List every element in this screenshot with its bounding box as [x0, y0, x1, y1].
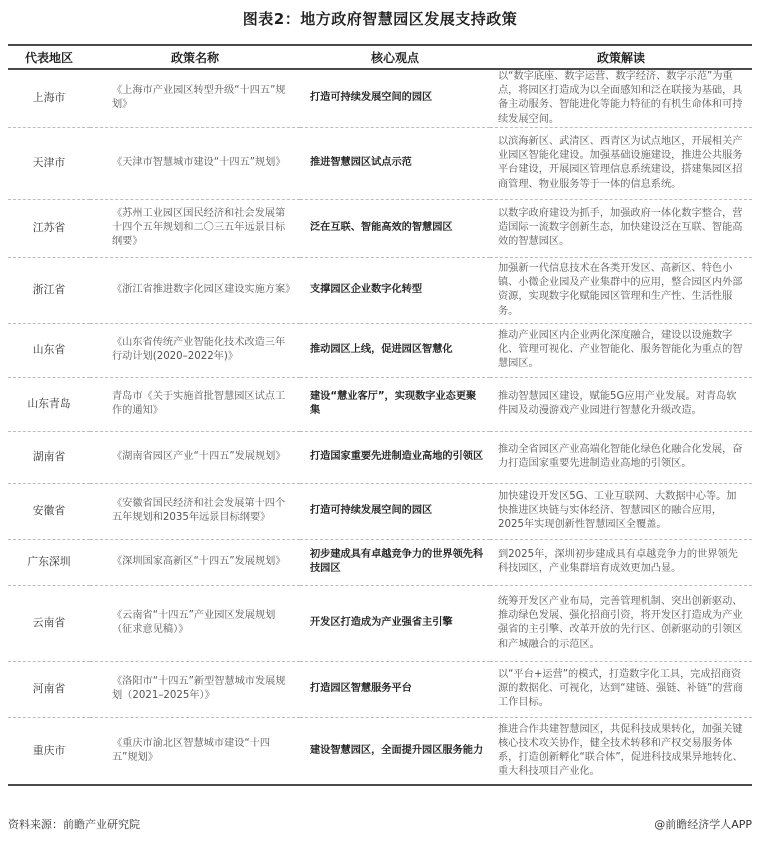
interpretation-cell: 到2025年，深圳初步建成具有卓越竞争力的世界领先科技园区，产业集群培育成效更加凸显。	[490, 539, 752, 585]
core-cell: 打造国家重要先进制造业高地的引领区	[300, 431, 490, 483]
policy-cell: 《浙江省推进数字化园区建设实施方案》	[90, 257, 300, 323]
core-cell: 打造可持续发展空间的园区	[300, 483, 490, 539]
policy-cell: 《山东省传统产业智能化技术改造三年行动计划(2020–2022年)》	[90, 323, 300, 377]
policy-cell: 《重庆市渝北区智慧城市建设“十四五”规划》	[90, 717, 300, 785]
table-row	[8, 257, 752, 323]
interpretation-cell: 以数字政府建设为抓手，加强政府一体化数字整合，营造国际一流数字创新生态，加快建设泛在互联、智能高效的智慧园区。	[490, 199, 752, 257]
table-row	[8, 661, 752, 717]
table-row	[8, 377, 752, 431]
table-row	[8, 323, 752, 377]
policy-cell: 青岛市《关于实施首批智慧园区试点工作的通知》	[90, 377, 300, 431]
policy-cell: 《湖南省园区产业“十四五”发展规划》	[90, 431, 300, 483]
source-note: 资料来源：前瞻产业研究院	[8, 818, 140, 831]
brand-note: @前瞻经济学人APP	[654, 818, 752, 831]
region-cell: 云南省	[8, 585, 90, 661]
interpretation-cell: 推动产业园区内企业两化深度融合，建设以设施数字化、管理可视化、产业智能化、服务智能化为重点的智慧园区。	[490, 323, 752, 377]
region-cell: 湖南省	[8, 431, 90, 483]
interpretation-cell: 加强新一代信息技术在各类开发区、高新区、特色小镇、小微企业园及产业集群中的应用，整合园区内外部资源，实现数字化赋能园区管理和生产性、生活性服务。	[490, 257, 752, 323]
core-cell: 初步建成具有卓越竞争力的世界领先科技园区	[300, 539, 490, 585]
table-row	[8, 483, 752, 539]
table-row	[8, 127, 752, 199]
header-region: 代表地区	[8, 45, 90, 69]
interpretation-cell: 统筹开发区产业布局，完善管理机制、突出创新驱动、推动绿色发展、强化招商引资，将开发区打造成为产业强省的主引擎、改革开放的先行区、创新驱动的引领区和产城融合的示范区。	[490, 585, 752, 661]
header-interpretation: 政策解读	[490, 45, 752, 69]
region-cell: 广东深圳	[8, 539, 90, 585]
chart-title: 图表2：地方政府智慧园区发展支持政策	[242, 10, 518, 28]
region-cell: 浙江省	[8, 257, 90, 323]
table-header-row	[8, 45, 752, 69]
region-cell: 山东青岛	[8, 377, 90, 431]
interpretation-cell: 推动全省园区产业高端化智能化绿色化融合化发展，奋力打造国家重要先进制造业高地的引领区。	[490, 431, 752, 483]
policy-cell: 《洛阳市“十四五”新型智慧城市发展规划（2021–2025年）》	[90, 661, 300, 717]
core-cell: 建设“慧业客厅”，实现数字业态更聚集	[300, 377, 490, 431]
region-cell: 河南省	[8, 661, 90, 717]
table-row	[8, 585, 752, 661]
interpretation-cell: 以“平台+运营”的模式，打造数字化工具，完成招商资源的数据化、可视化，达到“建链、强链、补链”的营商工作目标。	[490, 661, 752, 717]
table-row	[8, 69, 752, 127]
region-cell: 安徽省	[8, 483, 90, 539]
policy-cell: 《天津市智慧城市建设“十四五”规划》	[90, 127, 300, 199]
core-cell: 支撑园区企业数字化转型	[300, 257, 490, 323]
core-cell: 泛在互联、智能高效的智慧园区	[300, 199, 490, 257]
policy-cell: 《安徽省国民经济和社会发展第十四个五年规划和2035年远景目标纲要》	[90, 483, 300, 539]
table-row	[8, 717, 752, 785]
region-cell: 上海市	[8, 69, 90, 127]
table-row	[8, 199, 752, 257]
interpretation-cell: 以“数字底座、数字运营、数字经济、数字示范”为重点，将园区打造成为以全面感知和泛在联接为基础，具备主动服务、智能进化等能力特征的有机生命体和可持续发展空间。	[490, 69, 752, 127]
interpretation-cell: 推动智慧园区建设，赋能5G应用产业发展。对青岛软件园及动漫游戏产业园进行智慧化升级改造。	[490, 377, 752, 431]
core-cell: 打造可持续发展空间的园区	[300, 69, 490, 127]
interpretation-cell: 加快建设开发区5G、工业互联网、大数据中心等。加快推进区块链与实体经济、智慧园区的融合应用，2025年实现创新性智慧园区全覆盖。	[490, 483, 752, 539]
core-cell: 推动园区上线，促进园区智慧化	[300, 323, 490, 377]
policy-cell: 《深圳国家高新区“十四五”发展规划》	[90, 539, 300, 585]
core-cell: 推进智慧园区试点示范	[300, 127, 490, 199]
region-cell: 重庆市	[8, 717, 90, 785]
region-cell: 山东省	[8, 323, 90, 377]
table-row	[8, 431, 752, 483]
core-cell: 打造园区智慧服务平台	[300, 661, 490, 717]
region-cell: 天津市	[8, 127, 90, 199]
policy-cell: 《苏州工业园区国民经济和社会发展第十四个五年规划和二〇三五年远景目标纲要》	[90, 199, 300, 257]
header-policy: 政策名称	[90, 45, 300, 69]
policy-cell: 《上海市产业园区转型升级“十四五”规划》	[90, 69, 300, 127]
interpretation-cell: 推进合作共建智慧园区，共促科技成果转化，加强关键核心技术攻关协作，健全技术转移和产权交易服务体系，打造创新孵化“联合体”，促进科技成果异地转化、重大科技项目产业化。	[490, 717, 752, 785]
interpretation-cell: 以滨海新区、武清区、西青区为试点地区，开展相关产业园区智能化建设。加强基础设施建设，推进公共服务平台建设，开展园区管理信息系统建设，搭建集园区招商管理、物业服务等于一体的信息系统。	[490, 127, 752, 199]
region-cell: 江苏省	[8, 199, 90, 257]
core-cell: 建设智慧园区，全面提升园区服务能力	[300, 717, 490, 785]
table-row	[8, 539, 752, 585]
core-cell: 开发区打造成为产业强省主引擎	[300, 585, 490, 661]
header-core: 核心观点	[300, 45, 490, 69]
policy-cell: 《云南省“十四五”产业园区发展规划（征求意见稿）》	[90, 585, 300, 661]
policy-table	[8, 44, 752, 786]
